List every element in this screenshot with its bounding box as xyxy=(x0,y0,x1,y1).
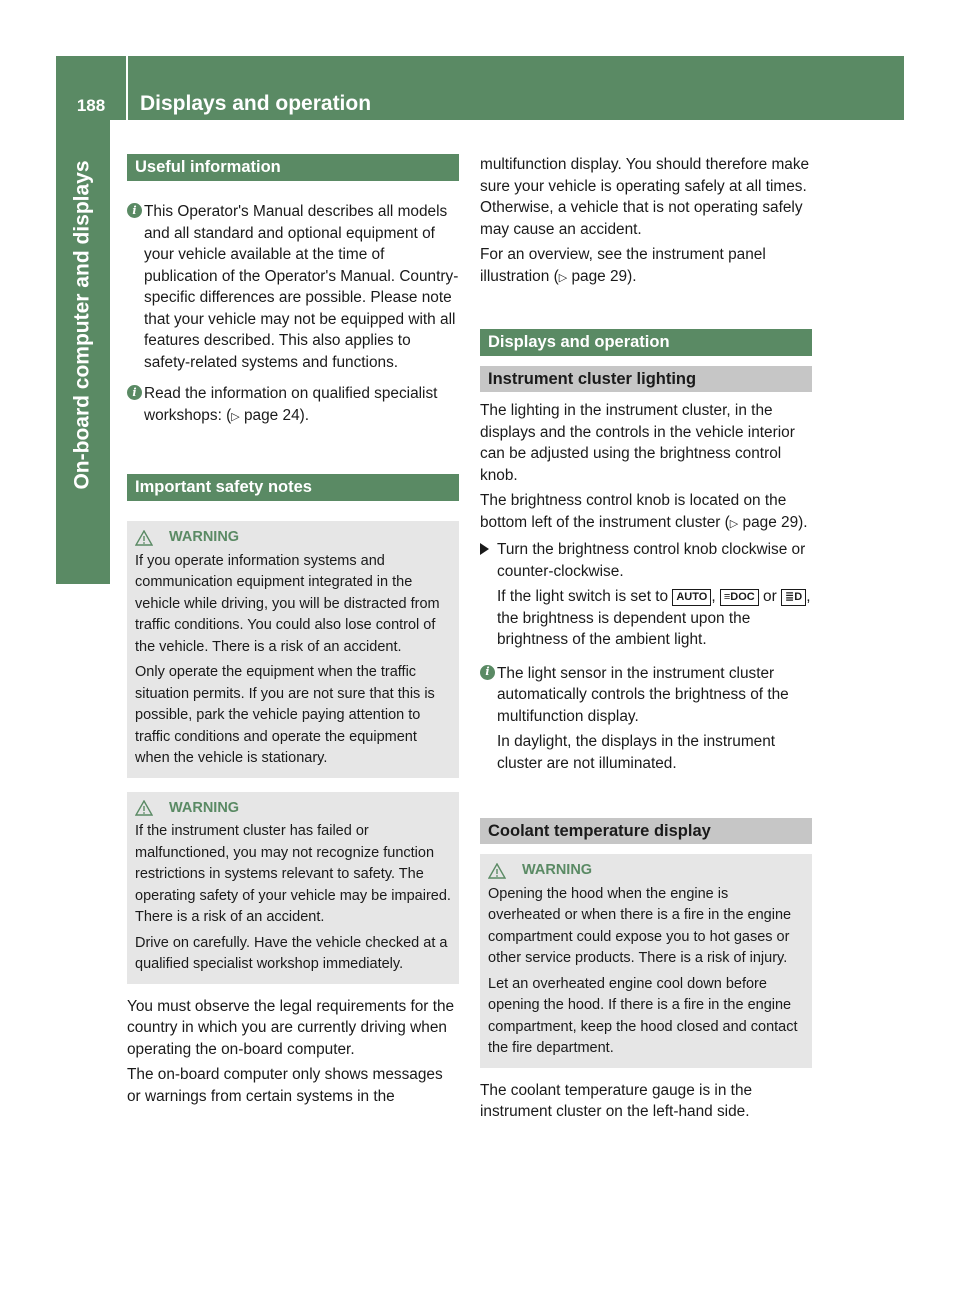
page-ref-link[interactable]: page 24). xyxy=(244,406,310,424)
info-icon: i xyxy=(480,665,495,680)
warning-triangle-icon xyxy=(135,800,153,816)
warning-text: If the instrument cluster has failed or malfunctioned, you may not recognize function restrictions in systems relevant to safety. The operating safety of your vehicle may be impaired. There is a risk of an accident. xyxy=(135,823,451,925)
parking-light-symbol: ≡DOC xyxy=(720,589,759,606)
body-text: You must observe the legal requirements for the country in which you are currently driving when operating the on-board computer. xyxy=(127,997,455,1058)
safety-heading: Important safety notes xyxy=(127,474,459,501)
right-column xyxy=(480,154,812,1127)
warning-text: If you operate information systems and communication equipment integrated in the vehicle while driving, you will be distracted from traffic conditions. You could also lose control of the vehicle. There is a risk of an accident. xyxy=(135,552,440,655)
page-ref-arrow-icon: ▷ xyxy=(231,410,240,423)
note-text: This Operator's Manual describes all models and all standard and optional equipment of your vehicle available at the time of publication of the Operator's Manual. Country-specific differences are possible. Please note that your vehicle may not be equipped with all features described. This also applies to safety-related systems and functions. xyxy=(144,203,459,371)
note-text: In daylight, the displays in the instrument cluster are not illuminated. xyxy=(497,733,776,772)
warning-box-3 xyxy=(480,854,812,1068)
lighting-note xyxy=(480,663,812,775)
body-text: For an overview, see the instrument panel illustration (▷ page 29). xyxy=(480,246,766,285)
page-title: Displays and operation xyxy=(140,92,372,115)
side-tab-label-wrap xyxy=(56,120,110,530)
left-column xyxy=(127,154,459,1111)
warning-header xyxy=(488,860,804,882)
info-icon: i xyxy=(127,385,142,400)
note-text: The light sensor in the instrument cluster automatically controls the brightness of the multifunction display. xyxy=(497,664,789,725)
warning-text: Opening the hood when the engine is overheated or when there is a fire in the engine compartment could expose you to hot gases or other service products. There is a risk of injury. xyxy=(488,885,792,966)
low-beam-symbol: ≣D xyxy=(781,589,806,606)
lighting-heading: Instrument cluster lighting xyxy=(480,366,812,392)
warning-label: WARNING xyxy=(169,799,240,816)
warning-box-1 xyxy=(127,521,459,778)
warning-header xyxy=(135,527,451,549)
info-icon: i xyxy=(127,203,142,218)
warning-text: Only operate the equipment when the traffic situation permits. If you are not sure that this is possible, park the vehicle paying attention to traffic conditions and operate the equipment when the vehicle is stationary. xyxy=(135,664,435,766)
warning-box-2 xyxy=(127,792,459,984)
page-ref-link[interactable]: page 29). xyxy=(571,267,637,285)
warning-header xyxy=(135,798,451,820)
body-text: The brightness control knob is located on the bottom left of the instrument cluster (▷ page 29). xyxy=(480,492,808,531)
body-text: multifunction display. You should therefore make sure your vehicle is operating safely at all times. Otherwise, a vehicle that is not operating safely may cause an accident. xyxy=(480,156,810,238)
page-ref-arrow-icon: ▷ xyxy=(729,517,739,530)
useful-info-note-1 xyxy=(127,201,459,373)
arrow-right-icon xyxy=(480,543,489,555)
warning-text: Let an overheated engine cool down before opening the hood. If there is a fire in the engine compartment, keep the hood closed and contact the fire department. xyxy=(488,975,798,1056)
warning-text: Drive on carefully. Have the vehicle checked at a qualified specialist workshop immediately. xyxy=(135,934,448,972)
instruction-step xyxy=(480,539,812,651)
useful-info-heading: Useful information xyxy=(127,154,459,181)
warning-label: WARNING xyxy=(522,862,593,878)
note-text: Read the information on qualified specialist workshops: (▷ page 24). xyxy=(144,385,438,424)
coolant-heading: Coolant temperature display xyxy=(480,818,812,844)
warning-triangle-icon xyxy=(488,863,506,879)
body-text: The coolant temperature gauge is in the instrument cluster on the left-hand side. xyxy=(480,1081,753,1120)
page-ref-link[interactable]: page 29). xyxy=(742,513,808,531)
step-result: If the light switch is set to AUTO , ≡DOC or ≣D , the brightness is dependent upon the brightness of the ambient light. xyxy=(497,588,811,648)
side-tab-label: On-board computer and displays xyxy=(71,160,94,490)
page-ref-arrow-icon: ▷ xyxy=(558,271,568,284)
body-text: The on-board computer only shows messages or warnings from certain systems in the xyxy=(127,1066,443,1105)
warning-triangle-icon xyxy=(135,530,153,546)
auto-light-symbol: AUTO xyxy=(672,589,711,606)
warning-label: WARNING xyxy=(169,529,240,545)
step-text: Turn the brightness control knob clockwise or counter-clockwise. xyxy=(497,541,806,580)
header-divider xyxy=(126,56,128,120)
body-text: The lighting in the instrument cluster, in the displays and the controls in the vehicle interior can be adjusted using the brightness control knob. xyxy=(480,402,795,484)
displays-heading: Displays and operation xyxy=(480,329,812,356)
useful-info-note-2 xyxy=(127,383,459,428)
page-number: 188 xyxy=(76,96,106,115)
